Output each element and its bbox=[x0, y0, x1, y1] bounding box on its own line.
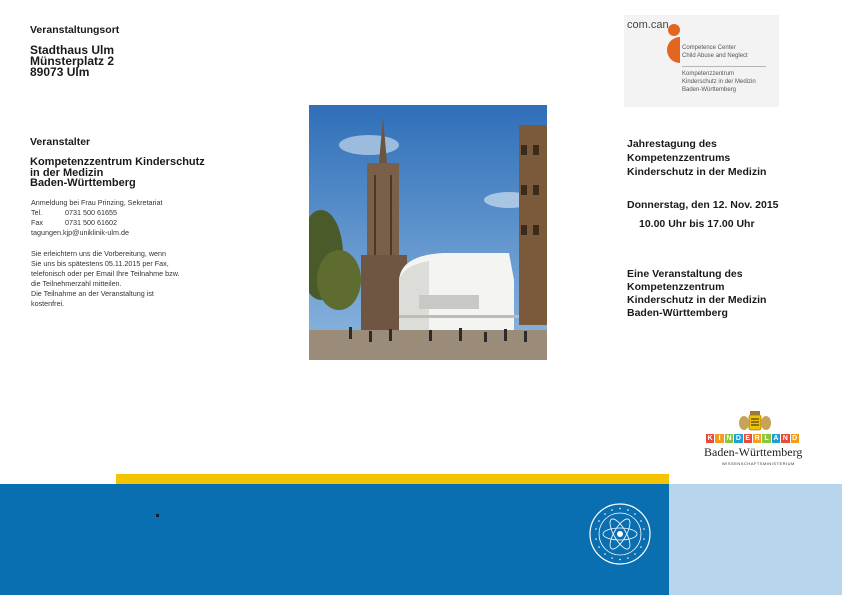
blue-footer-band bbox=[0, 484, 669, 595]
event-title-line: Kinderschutz in der Medizin bbox=[627, 166, 767, 178]
organizer-line: in der Medizin bbox=[30, 166, 104, 179]
organizer-line: Baden-Württemberg bbox=[30, 177, 136, 189]
light-blue-footer-band bbox=[669, 484, 842, 595]
coat-of-arms-icon bbox=[738, 411, 772, 433]
comcan-wordmark: com.can bbox=[627, 19, 669, 31]
fax-row bbox=[31, 218, 162, 228]
venue-line: Münsterplatz 2 bbox=[30, 54, 115, 68]
event-date: Donnerstag, den 12. Nov. 2015 bbox=[627, 199, 779, 211]
info-line: telefonisch oder per Email Ihre Teilnahme bzw. bbox=[31, 269, 180, 278]
phone-label: Tel. bbox=[31, 208, 43, 217]
kinderland-ministry: WISSENSCHAFTSMINISTERIUM bbox=[722, 461, 795, 466]
comcan-logo bbox=[624, 15, 779, 107]
registration-info bbox=[31, 249, 201, 309]
fax-number: 0731 500 61602 bbox=[65, 218, 117, 227]
venue-address bbox=[30, 45, 114, 78]
event-title-line: Kompetenzzentrums bbox=[627, 152, 731, 164]
event-title bbox=[627, 137, 766, 179]
comcan-line: Kinderschutz in der Medizin bbox=[682, 79, 756, 85]
stadthaus-photo bbox=[309, 105, 547, 360]
venue-line: Stadthaus Ulm bbox=[30, 43, 115, 57]
info-line: Sie uns bis spätestens 05.11.2015 per Fax, bbox=[31, 259, 169, 268]
info-line: Die Teilnahme an der Veranstaltung ist bbox=[31, 289, 154, 298]
kinderland-logo bbox=[704, 411, 816, 469]
venue-line: 89073 Ulm bbox=[30, 65, 90, 79]
small-dot-mark bbox=[156, 514, 159, 517]
comcan-line: Kompetenzzentrum bbox=[682, 71, 735, 77]
comcan-line: Child Abuse and Neglect bbox=[682, 53, 748, 59]
comcan-line: Baden-Württemberg bbox=[682, 87, 737, 93]
kinderland-letter: E bbox=[745, 435, 751, 442]
kinderland-letter: R bbox=[754, 435, 760, 442]
registration-text: Anmeldung bei Frau Prinzing, Sekretariat bbox=[31, 198, 163, 207]
organizer-name bbox=[30, 157, 205, 189]
kinderland-state-name: Baden-Württemberg bbox=[704, 445, 803, 459]
comcan-german-name bbox=[682, 70, 756, 94]
event-title-line: Jahrestagung des bbox=[627, 138, 717, 150]
phone-number: 0731 500 61655 bbox=[65, 208, 117, 217]
comcan-divider bbox=[682, 66, 766, 67]
contact-block bbox=[31, 198, 162, 238]
event-org-line: Baden-Württemberg bbox=[627, 307, 728, 319]
comcan-english-name bbox=[682, 44, 748, 60]
phone-row bbox=[31, 208, 162, 218]
info-line: Sie erleichtern uns die Vorbereitung, wenn bbox=[31, 249, 167, 258]
kinderland-letter: L bbox=[762, 434, 770, 443]
event-org-line: Kinderschutz in der Medizin bbox=[627, 294, 767, 306]
organizer-line: Kompetenzzentrum Kinderschutz bbox=[30, 156, 205, 168]
kinderland-letters bbox=[706, 434, 799, 443]
kinderland-letter: N bbox=[782, 435, 788, 442]
kinderland-letter: N bbox=[726, 435, 732, 442]
comcan-line: Competence Center bbox=[682, 45, 736, 51]
event-org-line: Kompetenzzentrum bbox=[627, 281, 725, 293]
info-line: kostenfrei. bbox=[31, 299, 65, 308]
kinderland-letter: D bbox=[735, 435, 741, 442]
event-time: 10.00 Uhr bis 17.00 Uhr bbox=[639, 218, 755, 230]
yellow-accent-bar bbox=[116, 474, 669, 484]
info-line: die Teilnehmerzahl mitteilen. bbox=[31, 279, 122, 288]
kinderland-letter: K bbox=[707, 435, 713, 442]
organizer-heading: Veranstalter bbox=[30, 136, 91, 148]
kinderland-letter: A bbox=[773, 435, 779, 442]
fax-label: Fax bbox=[31, 218, 43, 227]
university-ulm-seal-icon bbox=[588, 502, 652, 566]
kinderland-letter: I bbox=[715, 434, 723, 443]
email-address: tagungen.kjp@uniklinik-ulm.de bbox=[31, 228, 129, 237]
event-organizer bbox=[627, 268, 766, 320]
venue-heading: Veranstaltungsort bbox=[30, 24, 120, 36]
comcan-mark-icon bbox=[654, 21, 684, 65]
kinderland-letter: D bbox=[792, 435, 798, 442]
event-org-line: Eine Veranstaltung des bbox=[627, 268, 743, 280]
